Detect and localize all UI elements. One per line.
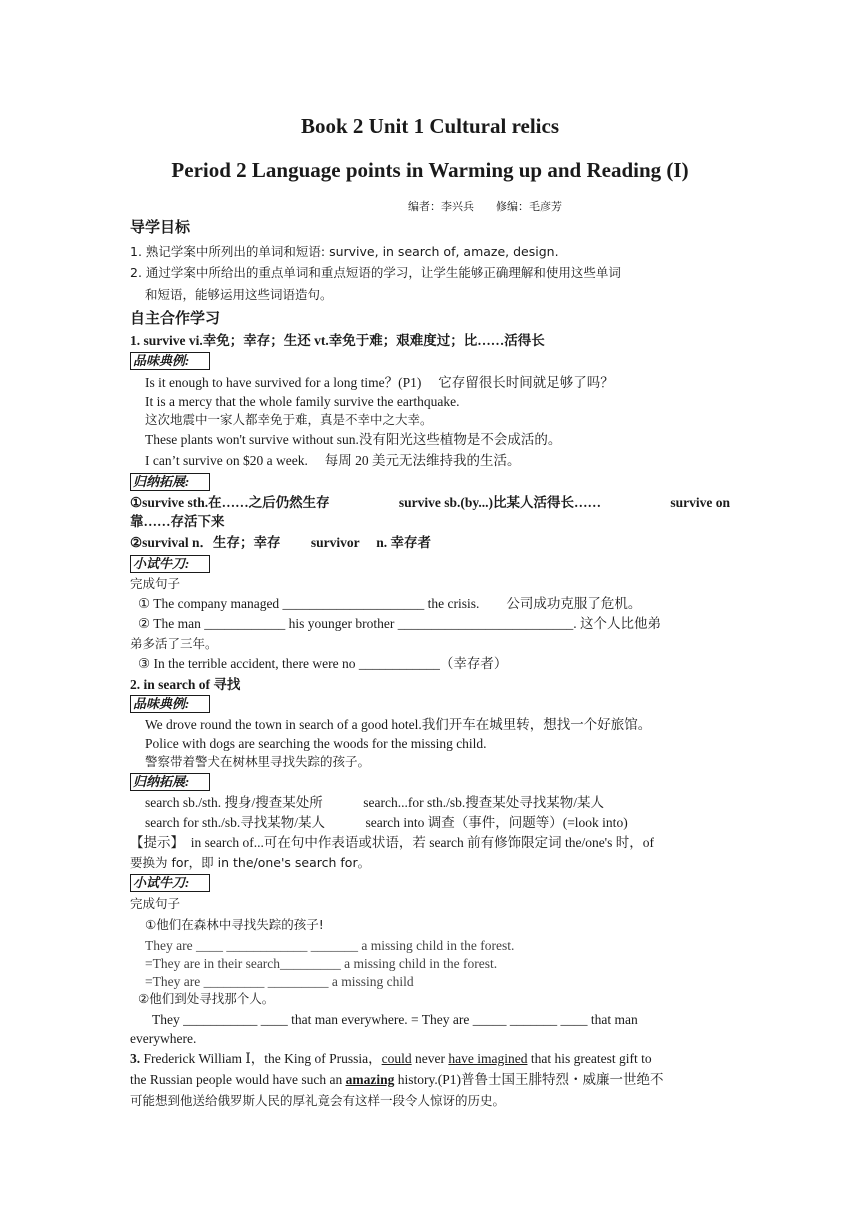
point2-title: 2. in search of 寻找 xyxy=(130,677,241,692)
point3-text: never xyxy=(411,1051,449,1066)
point3-text: that his greatest gift to xyxy=(527,1051,652,1066)
example-sentence: Is it enough to have survived for a long time？(P1) 它存留很长时间就足够了吗？ xyxy=(145,375,614,390)
example-sentence: We drove round the town in search of a good hotel.我们开车在城里转，想找一个好旅馆。 xyxy=(145,717,652,732)
expansion-line-1 xyxy=(130,494,730,512)
point3-number: 3. xyxy=(130,1051,141,1066)
exercise-item-cont: everywhere. xyxy=(130,1031,197,1046)
expansion-line-2: ②survival n．生存；幸存 survivor n. 幸存者 xyxy=(130,535,432,550)
tip-line: 【提示】 in search of...可在句中作表语或状语，若 search 前有修饰限定词 the/one's 时，of xyxy=(130,835,654,850)
example-sentence: These plants won't survive without sun.没有阳光这些植物是不会成活的。 xyxy=(145,432,562,447)
exercise-item-cont: 弟多活了三年。 xyxy=(130,636,218,651)
exercise-item: =They are in their search_________ a missing child in the forest. xyxy=(145,956,498,971)
point3-line-3: 可能想到他送给俄罗斯人民的厚礼竟会有这样一段令人惊讶的历史。 xyxy=(130,1093,506,1108)
goal-item-2-cont: 和短语，能够运用这些词语造句。 xyxy=(145,287,333,302)
underlined-phrase: have imagined xyxy=(448,1051,528,1066)
expansion-tag: 归纳拓展: xyxy=(130,773,210,791)
exercise-item: ② The man ____________ his younger brother __________________________. 这个人比他弟 xyxy=(138,616,661,631)
expansion-phrase: survive sb.(by...)比某人活得长…… xyxy=(398,495,602,510)
point3-line-1 xyxy=(130,1050,652,1068)
expansion-line: search for sth./sb.寻找某物/某人 search into 调查（事件，问题等）(=look into) xyxy=(145,815,628,830)
point3-text: Frederick William Ⅰ，the King of Prussia， xyxy=(140,1051,382,1066)
exercise-prompt: ②他们到处寻找那个人。 xyxy=(138,991,275,1006)
practice-tag: 小试牛刀: xyxy=(130,874,210,892)
expansion-phrase: ①survive sth.在……之后仍然生存 xyxy=(130,495,330,510)
complete-sentences-label: 完成句子 xyxy=(130,576,181,591)
exercise-item: ① The company managed _____________________ the crisis. 公司成功克服了危机。 xyxy=(138,596,642,611)
key-word-amazing: amazing xyxy=(345,1072,395,1087)
underlined-word: could xyxy=(381,1051,412,1066)
example-translation: 这次地震中一家人都幸免于难，真是不幸中之大幸。 xyxy=(145,412,433,427)
expansion-line: search sb./sth. 搜身/搜查某处所 search...for sth./sb.搜查某处寻找某物/某人 xyxy=(145,795,604,810)
example-translation: 警察带着警犬在树林里寻找失踪的孩子。 xyxy=(145,754,371,769)
example-sentence: I can’t survive on $20 a week. 每周 20 美元无法维持我的生活。 xyxy=(145,453,521,468)
exercise-item: They ___________ ____ that man everywhere. = They are _____ _______ ____ that man xyxy=(152,1012,638,1027)
point3-text: the Russian people would have such an xyxy=(130,1072,346,1087)
expansion-tag: 归纳拓展: xyxy=(130,473,210,491)
examples-tag: 品味典例: xyxy=(130,695,210,713)
expansion-line-1-cont: 靠……存活下来 xyxy=(130,514,225,529)
goal-item-2: 2. 通过学案中所给出的重点单词和重点短语的学习，让学生能够正确理解和使用这些单词 xyxy=(130,265,621,280)
exercise-item: They are ____ ____________ _______ a missing child in the forest. xyxy=(145,938,515,953)
goal-item-1: 1. 熟记学案中所列出的单词和短语: survive, in search of, amaze, design. xyxy=(130,244,559,259)
study-heading: 自主合作学习 xyxy=(130,309,221,327)
example-sentence: It is a mercy that the whole family survive the earthquake. xyxy=(145,394,460,409)
document-subtitle: Period 2 Language points in Warming up and Reading (I) xyxy=(171,158,689,182)
editors-line: 编者：李兴兵 修编：毛彦芳 xyxy=(408,200,562,213)
document-title: Book 2 Unit 1 Cultural relics xyxy=(300,114,560,138)
exercise-prompt: ①他们在森林中寻找失踪的孩子! xyxy=(145,917,324,932)
expansion-phrase: survive on xyxy=(670,495,730,510)
point1-title: 1. survive vi.幸免；幸存；生还 vt.幸免于难；艰难度过；比……活得长 xyxy=(130,333,545,348)
examples-tag: 品味典例: xyxy=(130,352,210,370)
complete-sentences-label: 完成句子 xyxy=(130,896,181,911)
tip-line-cont: 要换为 for，即 in the/one's search for。 xyxy=(130,855,371,870)
exercise-item: ③ In the terrible accident, there were no ____________（幸存者） xyxy=(138,656,508,671)
example-sentence: Police with dogs are searching the woods for the missing child. xyxy=(145,736,487,751)
practice-tag: 小试牛刀: xyxy=(130,555,210,573)
point3-text: history.(P1)普鲁士国王腓特烈・威廉一世绝不 xyxy=(394,1072,664,1087)
goals-heading: 导学目标 xyxy=(130,218,191,236)
exercise-item: =They are _________ _________ a missing child xyxy=(145,974,414,989)
point3-line-2 xyxy=(130,1071,663,1089)
